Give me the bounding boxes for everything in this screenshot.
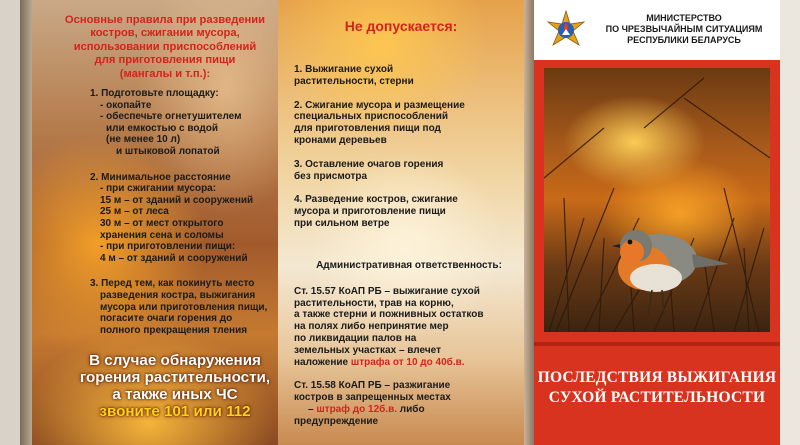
rules-list bbox=[90, 88, 278, 350]
prohibited-line: 3. Оставление очагов горения bbox=[294, 158, 444, 170]
prohibited-line: специальных приспособлений bbox=[294, 111, 449, 123]
rule-line: (не менее 10 л) bbox=[106, 134, 181, 146]
prohibited-panel bbox=[278, 0, 534, 445]
prohibited-list bbox=[294, 64, 524, 242]
prohibited-line: кронами деревьев bbox=[294, 134, 387, 146]
fold-edge bbox=[524, 0, 534, 445]
cover-heading bbox=[534, 368, 780, 408]
prohibited-title: Не допускается: bbox=[344, 18, 458, 34]
rule-item bbox=[90, 278, 278, 336]
article-line: а также стерни и пожнивных остатков bbox=[294, 309, 484, 321]
ministry-line: МИНИСТЕРСТВО bbox=[646, 13, 722, 23]
rule-line: - при сжигании мусора: bbox=[100, 183, 217, 195]
article-line: земельных участках – влечет bbox=[294, 344, 441, 356]
prohibited-line: 1. Выжигание сухой bbox=[294, 64, 394, 75]
article-fine-line bbox=[294, 404, 524, 416]
ministry-line: ПО ЧРЕЗВЫЧАЙНЫМ СИТУАЦИЯМ bbox=[605, 24, 763, 34]
rules-title-line: использовании приспособлений bbox=[73, 40, 257, 53]
rule-line: 1. Подготовьте площадку: bbox=[90, 88, 219, 99]
rule-item bbox=[90, 88, 278, 158]
prohibited-item bbox=[294, 100, 524, 147]
prohibited-item bbox=[294, 159, 524, 183]
rules-panel bbox=[20, 0, 278, 445]
article-line: костров в запрещенных местах bbox=[294, 392, 451, 404]
responsibility-block bbox=[294, 260, 524, 428]
cover-heading-line: ПОСЛЕДСТВИЯ ВЫЖИГАНИЯ bbox=[537, 369, 777, 386]
photo-drawing bbox=[544, 68, 770, 332]
rule-line: 15 м – от зданий и сооружений bbox=[100, 194, 254, 206]
fold-edge bbox=[20, 0, 32, 445]
emergency-call-line: горения растительности, bbox=[79, 369, 271, 386]
article-line: на полях либо непринятие мер bbox=[294, 321, 449, 333]
rules-title-line: Основные правила при разведении bbox=[64, 14, 266, 26]
prohibited-line: 2. Сжигание мусора и размещение bbox=[294, 99, 465, 111]
rules-title bbox=[50, 14, 278, 81]
article-fine-prefix: – bbox=[308, 403, 317, 415]
rule-line: или емкостью с водой bbox=[106, 122, 218, 134]
prohibited-line: при сильном ветре bbox=[294, 217, 390, 229]
rule-line: и штыковой лопатой bbox=[116, 145, 220, 157]
rules-title-line: (мангалы и т.п.): bbox=[119, 67, 211, 80]
article-fine: штрафа от 10 до 40б.в. bbox=[350, 356, 465, 368]
prohibited-line: для приготовления пищи под bbox=[294, 123, 441, 135]
prohibited-line: 4. Разведение костров, сжигание bbox=[294, 194, 458, 206]
prohibited-line: мусора и приготовление пищи bbox=[294, 206, 446, 218]
article-line: растительности, трав на корню, bbox=[294, 297, 454, 309]
rule-line: полного прекращения тления bbox=[100, 324, 248, 336]
rule-line: 30 м – от мест открытого bbox=[100, 217, 224, 229]
rule-line: 25 м – от леса bbox=[100, 206, 169, 218]
prohibited-line: растительности, стерни bbox=[294, 75, 414, 87]
prohibited-item bbox=[294, 64, 524, 88]
emergency-phone: звоните 101 или 112 bbox=[99, 403, 251, 420]
rule-line: хранения сена и соломы bbox=[100, 229, 224, 241]
article-line: предупреждение bbox=[294, 415, 379, 427]
mchs-emblem-icon bbox=[546, 10, 586, 50]
ministry-line: РЕСПУБЛИКИ БЕЛАРУСЬ bbox=[627, 35, 741, 45]
article-line: по ликвидации палов на bbox=[294, 332, 417, 344]
cover-panel bbox=[534, 0, 780, 445]
article-fine-line bbox=[294, 357, 524, 369]
rule-line: 2. Минимальное расстояние bbox=[90, 171, 231, 183]
article-fine-suffix: либо bbox=[397, 403, 425, 415]
prohibited-item bbox=[294, 194, 524, 229]
ministry-name bbox=[594, 13, 774, 46]
responsibility-title: Административная ответственность: bbox=[316, 260, 502, 271]
rule-line: - окопайте bbox=[100, 99, 152, 111]
rule-line: мусора или приготовления пищи, bbox=[100, 301, 268, 313]
rule-line: - при приготовлении пищи: bbox=[100, 241, 236, 253]
article-fine-prefix: наложение bbox=[294, 356, 351, 368]
robin-bird-in-fire-photo bbox=[544, 68, 770, 332]
rule-line: разведения костра, выжигания bbox=[100, 289, 256, 301]
emergency-call-line: а также иных ЧС bbox=[112, 386, 238, 403]
page-margin bbox=[780, 0, 800, 445]
cover-heading-line: СУХОЙ РАСТИТЕЛЬНОСТИ bbox=[548, 389, 766, 406]
rule-line: погасите очаги горения до bbox=[100, 313, 233, 325]
emergency-call bbox=[60, 352, 278, 420]
article-fine: штраф до 12б.в. bbox=[316, 403, 398, 415]
rule-line: - обеспечьте огнетушителем bbox=[100, 111, 242, 123]
prohibited-line: без присмотра bbox=[294, 170, 368, 182]
rules-title-line: костров, сжигании мусора, bbox=[90, 27, 240, 40]
rule-item bbox=[90, 172, 278, 265]
article-line: Ст. 15.57 КоАП РБ – выжигание сухой bbox=[294, 285, 480, 297]
rule-line: 4 м – от зданий и сооружений bbox=[100, 252, 248, 264]
cover-divider bbox=[534, 342, 780, 346]
ministry-header bbox=[534, 0, 780, 60]
rule-line: 3. Перед тем, как покинуть место bbox=[90, 278, 255, 290]
rules-title-line: для приготовления пищи bbox=[94, 54, 236, 67]
emergency-call-line: В случае обнаружения bbox=[89, 352, 261, 369]
article-line: Ст. 15.58 КоАП РБ – разжигание bbox=[294, 380, 451, 392]
